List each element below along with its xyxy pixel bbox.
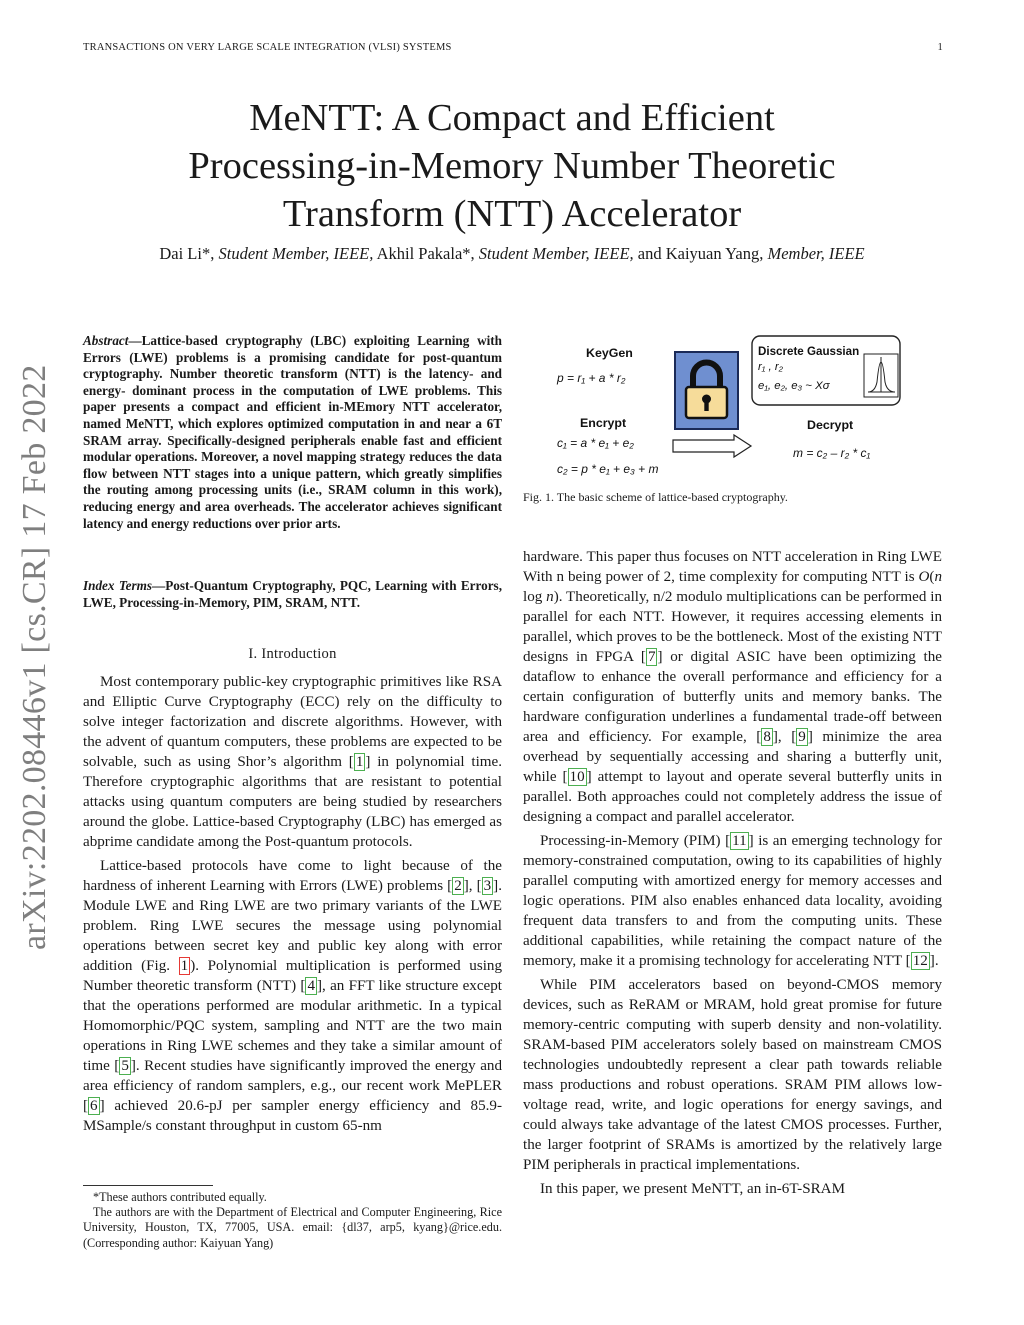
paper-title	[90, 94, 934, 238]
citation-link[interactable]: 11	[732, 833, 747, 849]
citation-link[interactable]: 10	[569, 769, 585, 785]
decrypt-title: Decrypt	[807, 418, 854, 432]
figure-caption: Fig. 1. The basic scheme of lattice-based cryptography.	[523, 490, 788, 504]
index-terms-label: Index Terms	[83, 578, 153, 593]
footnote: *These authors contributed equally.	[93, 1190, 267, 1204]
lock-icon	[675, 352, 738, 429]
paragraph: While PIM accelerators based on beyond-CMOS memory devices, such as ReRAM or MRAM, hold great promise for future memory-centric computing with superb density and non-volatility. SRAM-based PIM accelerators solely based on mainstream CMOS technologies undoubtedly represent a clear path towards reliable mass productions and robust operations. SRAM PIM allows low-voltage read, write, and logic operations for energy savings, and could always take advantage of the latest CMOS processes. Further, the larger footprint of SRAMs is amortized by the relatively large PIM peripherals in practical implementations.	[523, 977, 942, 1173]
paragraph: Processing-in-Memory (PIM) [ 11 ] is an emerging technology for memory-constrained computation, owing to its capabilities of highly parallel computing with amortized energy for memory accesses and logic operations. PIM also enables enhanced data locality, avoiding frequent data transfers to and from the computing units. These additional capabilities, while retaining the compact nature of the memory, make it a promising technology for accelerating NTT [ 12 ].	[523, 833, 942, 969]
page-number: 1	[937, 42, 943, 53]
abstract-label: Abstract	[83, 333, 129, 348]
abstract	[83, 333, 502, 532]
author-name: Dai Li*,	[159, 244, 215, 263]
citation-link[interactable]: 9	[798, 729, 806, 745]
footnotes	[83, 1190, 502, 1251]
author-role: Student Member, IEEE,	[218, 244, 374, 263]
lbc-scheme-diagram	[523, 332, 943, 482]
encrypt-title: Encrypt	[580, 416, 627, 430]
gaussian-line-1: r₁ , r₂	[758, 361, 784, 373]
gaussian-line-2: e₁, e₂, e₃ ~ Xσ	[758, 380, 830, 392]
author-line	[80, 244, 944, 264]
title-line: Processing-in-Memory Number Theoretic	[188, 145, 836, 187]
author-role: Member, IEEE	[767, 244, 865, 263]
author-name: and Kaiyuan Yang,	[637, 244, 764, 263]
footnote: The authors are with the Department of Electrical and Computer Engineering, Rice University, Houston, TX, 77005, USA. email: {dl37, arp5, kyang}@rice.edu. (Corresponding author: Kaiyuan Yang)	[83, 1205, 502, 1250]
arxiv-stamp: arXiv:2202.08446v1 [cs.CR] 17 Feb 2022	[16, 364, 53, 950]
keygen-equation: p = r₁ + a * r₂	[557, 371, 626, 385]
citation-link[interactable]: 5	[121, 1058, 129, 1074]
figure-link[interactable]: 1	[180, 958, 189, 974]
gaussian-title: Discrete Gaussian	[758, 345, 860, 358]
citation-link[interactable]: 8	[763, 729, 771, 745]
paragraph: hardware. This paper thus focuses on NTT acceleration in Ring LWE With n being power of 2, time complexity for computing NTT is O(n log n). Theoretically, n/2 modulo multiplications can be performed in parallel for each NTT. However, it requires accessing elements in parallel, which proves to be the bottleneck. Most of the existing NTT designs in FPGA [ 7 ] or digital ASIC have been optimizing the dataflow to enhance the overall performance and efficiency for a certain configuration of butterfly units and memory banks. The hardware configuration underlines a fundamental trade-off between area and efficiency. For example, [ 8 ], [ 9 ] minimize the area overhead by sequentially accessing and sharing a butterfly unit, while [ 10 ] attempt to layout and operate several butterfly units in parallel. Both approaches could not completely address the issue of designing a compact and parallel accelerator.	[523, 549, 943, 825]
gaussian-curve-icon	[864, 354, 898, 397]
arrow-icon	[673, 435, 751, 457]
keygen-title: KeyGen	[586, 346, 633, 360]
citation-link[interactable]: 6	[90, 1098, 98, 1114]
right-column-body	[523, 547, 942, 1203]
citation-link[interactable]: 7	[647, 649, 656, 665]
footnote-rule	[83, 1185, 213, 1186]
paragraph: Lattice-based protocols have come to light because of the hardness of inherent Learning with Errors (LWE) problems [ 2 ], [ 3 ]. Module LWE and Ring LWE are two primary variants of the LWE problem. Ring LWE secures the message using polynomial operations between secret key and public key along with error addition (Fig. 1 ). Polynomial multiplication is performed using Number theoretic transform (NTT) [ 4 ], an FFT like structure except that the operations performed are modular arithmetic. In a typical Homomorphic/PQC system, sampling and NTT are the two main operations in Ring LWE schemes and they take a similar amount of time [ 5 ]. Recent studies have significantly improved the energy and area efficiency of random samplers, e.g., our recent work MePLER [ 6 ] achieved 20.6-pJ per sampler energy efficiency and 85.9-MSample/s constant throughput in custom 65-nm	[83, 858, 502, 1134]
journal-name: TRANSACTIONS ON VERY LARGE SCALE INTEGRATION (VLSI) SYSTEMS	[83, 42, 452, 53]
index-terms-text: —Post-Quantum Cryptography, PQC, Learning with Errors, LWE, Processing-in-Memory, PIM, SRAM, NTT.	[83, 578, 502, 610]
left-column-body	[83, 672, 502, 1140]
citation-link[interactable]: 4	[307, 978, 316, 994]
citation-link[interactable]: 2	[454, 878, 462, 894]
figure-1	[523, 332, 943, 482]
paragraph: Most contemporary public-key cryptographic primitives like RSA and Elliptic Curve Cryptography (ECC) rely on the difficulty to solve integer factorization and discrete algorithms. However, with the advent of quantum computers, these problems are expected to be solvable, such as using Shor’s algorithm [ 1 ] in polynomial time. Therefore cryptographic algorithms that are resistant to potential attacks using quantum computers are being studied by researchers around the globe. Lattice-based Cryptography (LBC) has emerged as abprime candidate among the Post-quantum protocols.	[83, 674, 502, 850]
author-name: Akhil Pakala*,	[376, 244, 475, 263]
author-role: Student Member, IEEE,	[478, 244, 634, 263]
citation-link[interactable]: 12	[912, 953, 928, 969]
encrypt-equation-1: c₁ = a * e₁ + e₂	[557, 436, 634, 450]
encrypt-equation-2: c₂ = p * e₁ + e₃ + m	[557, 462, 659, 476]
citation-link[interactable]: 3	[483, 878, 492, 894]
citation-link[interactable]: 1	[355, 754, 364, 770]
abstract-text: —Lattice-based cryptography (LBC) exploiting Learning with Errors (LWE) problems is a promising candidate for post-quantum cryptography. Number theoretic transform (NTT) is the latency- and energy- dominant process in the computation of LWE problems. This paper presents a compact and efficient in-MEmory NTT accelerator, named MeNTT, which explores optimized computation in and near a 6T SRAM array. Specifically-designed peripherals enable fast and efficient modular operations. Moreover, a novel mapping strategy reduces the data flow between NTT stages into a unique pattern, which greatly simplifies the routing among processing units (i.e., SRAM column in this work), reducing energy and area overheads. The accelerator achieves significant latency and energy reductions over prior arts.	[83, 333, 502, 531]
title-line: Transform (NTT) Accelerator	[282, 193, 742, 235]
paragraph: In this paper, we present MeNTT, an in-6T-SRAM	[540, 1181, 845, 1197]
section-heading: I. Introduction	[248, 646, 337, 662]
running-header	[83, 42, 943, 53]
title-line: MeNTT: A Compact and Efficient	[249, 97, 775, 139]
decrypt-equation: m = c₂ – r₂ * c₁	[793, 446, 871, 460]
index-terms	[83, 578, 502, 611]
